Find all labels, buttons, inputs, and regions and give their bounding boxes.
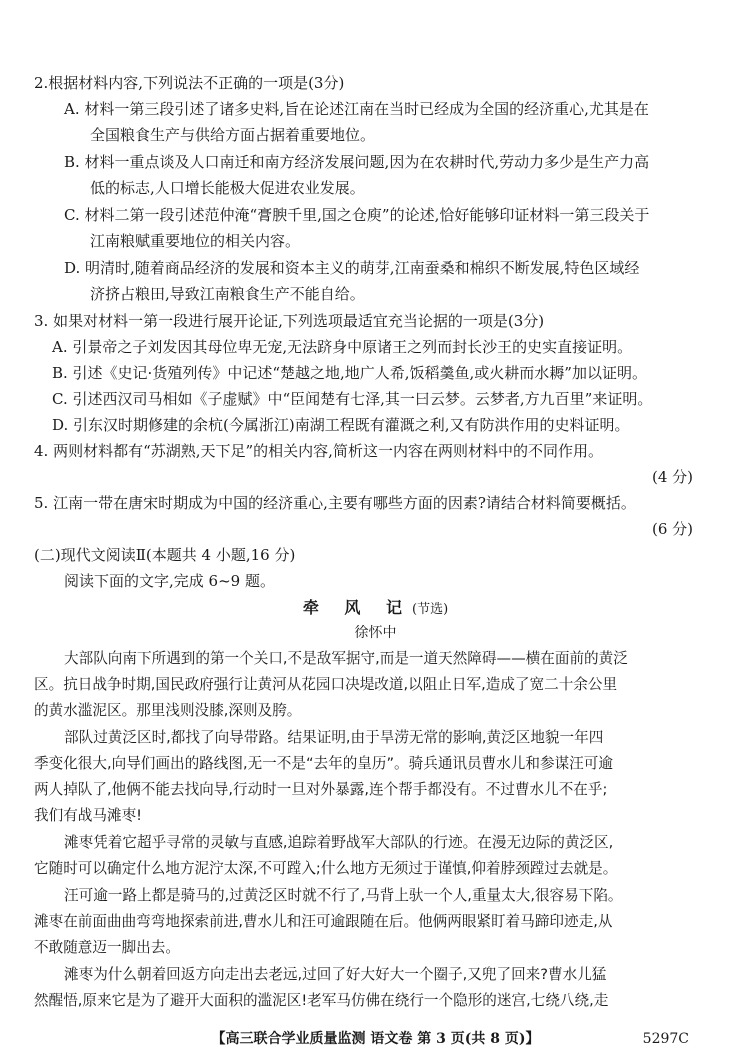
article-author: 徐怀中	[354, 625, 397, 641]
article-paragraph-line: 滩枣为什么朝着回返方向走出去老远,过回了好大好大一个圈子,又兜了回来?曹水儿猛	[64, 966, 607, 983]
question-2-option-d-cont: 济挤占粮田,导致江南粮食生产不能自给。	[90, 285, 365, 303]
article-paragraph-line: 大部队向南下所遇到的第一个关口,不是敌军据守,而是一道天然障碍——横在面前的黄泛	[64, 650, 628, 667]
paper-code: 5297C	[642, 1031, 689, 1047]
article-paragraph-line: 的黄水滥泥区。那里浅则没膝,深则及胯。	[34, 702, 302, 719]
article-paragraph-line: 不敢随意迈一脚出去。	[34, 939, 180, 956]
article-title	[0, 597, 751, 621]
section-instruction: 阅读下面的文字,完成 6~9 题。	[64, 572, 275, 590]
question-2-stem: 2.根据材料内容,下列说法不正确的一项是(3分)	[34, 74, 345, 92]
section-heading: (二)现代文阅读Ⅱ(本题共 4 小题,16 分)	[34, 546, 296, 564]
question-3-stem: 3. 如果对材料一第一段进行展开论证,下列选项最适宜充当论据的一项是(3分)	[34, 312, 545, 330]
article-paragraph-line: 两人掉队了,他俩不能去找向导,行动时一旦对外暴露,连个帮手都没有。不过曹水儿不在乎;	[34, 781, 608, 798]
article-paragraph-line: 然醒悟,原来它是为了避开大面积的滥泥区!老军马仿佛在绕行一个隐形的迷宫,七绕八绕,走	[34, 992, 609, 1009]
article-paragraph-line: 区。抗日战争时期,国民政府强行让黄河从花园口决堤改道,以阻止日军,造成了宽二十余公里	[34, 676, 618, 693]
question-3-option-c: C. 引述西汉司马相如《子虚赋》中“臣闻楚有七泽,其一曰云梦。云梦者,方九百里”来证明。	[52, 390, 653, 408]
question-4-stem: 4. 两则材料都有“苏湖熟,天下足”的相关内容,简析这一内容在两则材料中的不同作用。	[34, 442, 603, 460]
question-2-option-b-cont: 低的标志,人口增长能极大促进农业发展。	[90, 179, 365, 197]
question-2-option-c-cont: 江南粮赋重要地位的相关内容。	[90, 232, 301, 250]
article-paragraph-line: 部队过黄泛区时,都找了向导带路。结果证明,由于旱涝无常的影响,黄泛区地貌一年四	[64, 729, 604, 746]
article-paragraph-line: 季变化很大,向导们画出的路线图,无一不是“去年的皇历”。骑兵通讯员曹水儿和参谋汪可逾	[34, 755, 613, 772]
article-title-text: 牵 风 记	[302, 598, 412, 617]
question-2-option-a: A. 材料一第三段引述了诸多史料,旨在论述江南在当时已经成为全国的经济重心,尤其是在	[64, 100, 649, 118]
question-5-points: (6 分)	[651, 520, 693, 538]
article-paragraph-line: 它随时可以确定什么地方泥泞太深,不可蹚入;什么地方无须过于谨慎,仰着脖颈蹚过去就是。	[34, 860, 618, 877]
page-footer: 【高三联合学业质量监测 语文卷 第 3 页(共 8 页)】	[211, 1031, 540, 1047]
question-2-option-a-cont: 全国粮食生产与供给方面占据着重要地位。	[90, 126, 376, 144]
question-3-option-d: D. 引东汉时期修建的余杭(今属浙江)南湖工程既有灌溉之利,又有防洪作用的史料证明。	[52, 416, 630, 434]
question-4-points: (4 分)	[651, 468, 693, 486]
article-title-note: (节选)	[412, 602, 449, 617]
question-3-option-b: B. 引述《史记·货殖列传》中记述“楚越之地,地广人希,饭稻羹鱼,或火耕而水耨”加以证明。	[52, 364, 647, 382]
question-3-option-a: A. 引景帝之子刘发因其母位卑无宠,无法跻身中原诸王之列而封长沙王的史实直接证明。	[52, 338, 633, 356]
article-paragraph-line: 我们有战马滩枣!	[34, 807, 143, 824]
article-paragraph-line: 汪可逾一路上都是骑马的,过黄泛区时就不行了,马背上驮一个人,重量太大,很容易下陷。	[64, 887, 623, 904]
question-2-option-b: B. 材料一重点谈及人口南迁和南方经济发展问题,因为在农耕时代,劳动力多少是生产力高	[64, 153, 650, 171]
question-2-option-c: C. 材料二第一段引述范仲淹“膏腴千里,国之仓庾”的论述,恰好能够印证材料一第三段关于	[64, 206, 650, 224]
question-2-option-d: D. 明清时,随着商品经济的发展和资本主义的萌芽,江南蚕桑和棉织不断发展,特色区域经	[64, 259, 640, 277]
article-paragraph-line: 滩枣凭着它超乎寻常的灵敏与直感,追踪着野战军大部队的行迹。在漫无边际的黄泛区,	[64, 834, 614, 851]
question-5-stem: 5. 江南一带在唐宋时期成为中国的经济重心,主要有哪些方面的因素?请结合材料简要概括。	[34, 494, 636, 512]
article-paragraph-line: 滩枣在前面曲曲弯弯地探索前进,曹水儿和汪可逾跟随在后。他俩两眼紧盯着马蹄印迹走,从	[34, 913, 613, 930]
